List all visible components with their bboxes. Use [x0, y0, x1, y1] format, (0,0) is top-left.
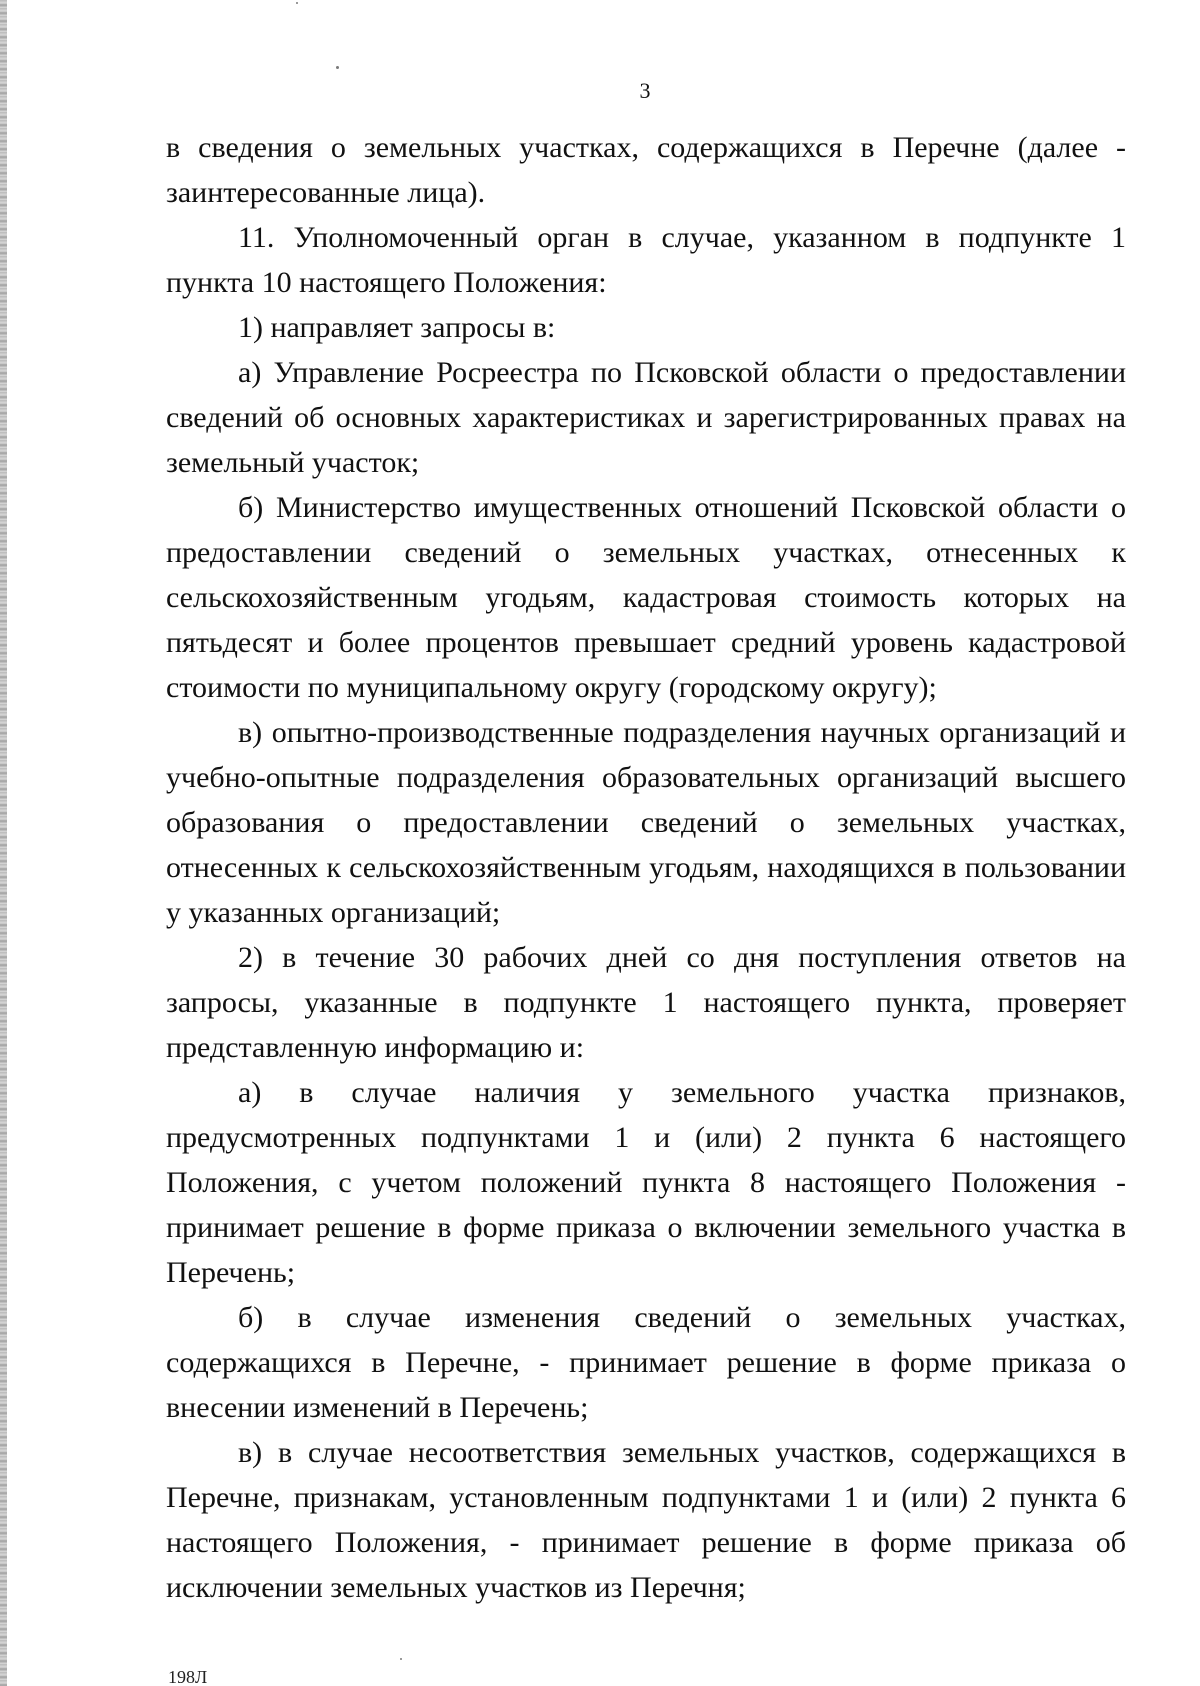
paragraph-item-a: а) Управление Росреестра по Псковской области о предоставлении сведений об основных характеристиках и зарегистрированных правах на земельный участок; — [166, 356, 1126, 479]
paragraph-item-v-2: в) в случае несоответствия земельных участков, содержащихся в Перечне, признакам, установленным подпунктами 1 и (или) 2 пункта 6 настоящего Положения, - принимает решение в форме приказа об исключении земельных участков из Перечня; — [166, 1436, 1126, 1604]
paragraph-subclause-2: 2) в течение 30 рабочих дней со дня поступления ответов на запросы, указанные в подпункте 1 настоящего пункта, проверяет представленную информацию и: — [166, 941, 1126, 1064]
paragraph-continuation: в сведения о земельных участках, содержащихся в Перечне (далее - заинтересованные лица). — [166, 131, 1126, 209]
document-body — [166, 125, 1126, 1610]
paragraph-clause-11: 11. Уполномоченный орган в случае, указанном в подпункте 1 пункта 10 настоящего Положения: — [166, 221, 1126, 299]
scan-speck — [400, 1658, 402, 1660]
document-code: 198Л — [168, 1667, 208, 1686]
paragraph-item-a-2: а) в случае наличия у земельного участка признаков, предусмотренных подпунктами 1 и (или) 2 пункта 6 настоящего Положения, с учетом положений пункта 8 настоящего Положения - принимает решение в форме приказа о включении земельного участка в Перечень; — [166, 1076, 1126, 1289]
scan-edge — [0, 0, 7, 1686]
scan-speck — [296, 2, 298, 4]
paragraph-item-b-2: б) в случае изменения сведений о земельных участках, содержащихся в Перечне, - принимает решение в форме приказа о внесении изменений в Перечень; — [166, 1301, 1126, 1424]
paragraph-item-v: в) опытно-производственные подразделения научных организаций и учебно-опытные подразделения образовательных организаций высшего образования о предоставлении сведений о земельных участках, отнесенных к сельскохозяйственным угодьям, находящихся в пользовании у указанных организаций; — [166, 716, 1126, 929]
paragraph-item-b: б) Министерство имущественных отношений Псковской области о предоставлении сведений о земельных участках, отнесенных к сельскохозяйственным угодьям, кадастровая стоимость которых на пятьдесят и более процентов превышает средний уровень кадастровой стоимости по муниципальному округу (городскому округу); — [166, 491, 1126, 704]
scan-speck — [336, 66, 339, 69]
paragraph-subclause-1: 1) направляет запросы в: — [238, 311, 556, 344]
page-number: 3 — [639, 78, 651, 103]
